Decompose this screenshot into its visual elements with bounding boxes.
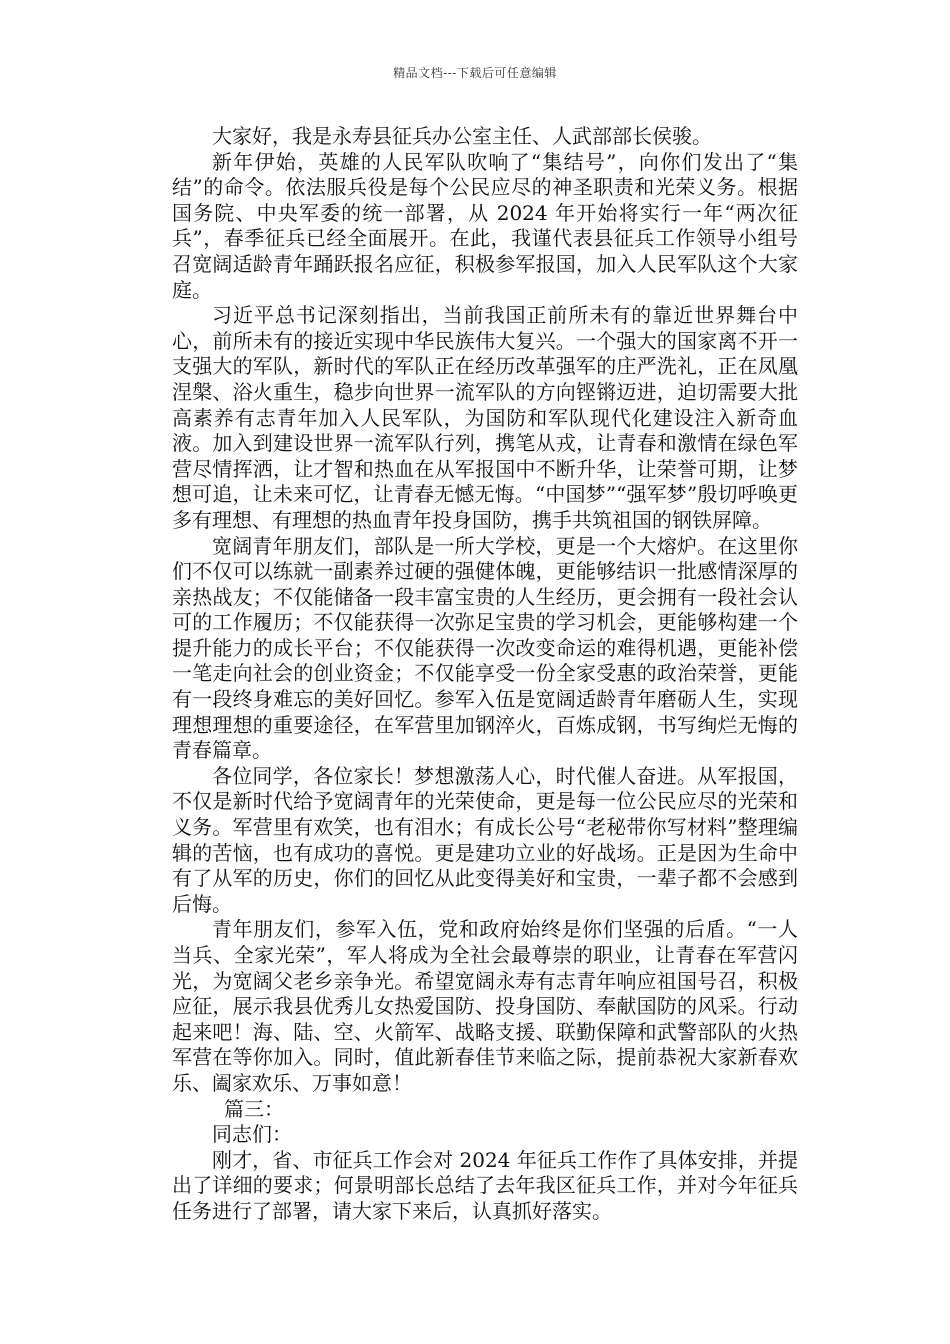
paragraph-youth-friends: 青年朋友们，参军入伍，党和政府始终是你们坚强的后盾。“一人当兵、全家光荣”，军人将成为全社会最尊崇的职业，让青春在军营闪光，为宽阔父老乡亲争光。希望宽阔永寿有志青年响应祖国号召，积极应征，展示我县优秀儿女热爱国防、投身国防、奉献国防的风采。行动起来吧！海、陆、空、火箭军、战略支援、联勤保障和武警部队的火热军营在等你加入。同时，值此新春佳节来临之际，提前恭祝大家新春欢乐、阖家欢乐、万事如意！ xyxy=(172,917,798,1095)
paragraph-greeting: 大家好，我是永寿县征兵办公室主任、人武部部长侯骏。 xyxy=(212,124,712,148)
paragraph-army-school: 宽阔青年朋友们，部队是一所大学校，更是一个大熔炉。在这里你们不仅可以练就一副素养过硬的强健体魄，更能够结识一批感情深厚的亲热战友；不仅能储备一段丰富宝贵的人生经历，更会拥有一段社会认可的工作履历；不仅能获得一次弥足宝贵的学习机会，更能够构建一个提升能力的成长平台；不仅能获得一次改变命运的难得机遇，更能补偿一笔走向社会的创业资金；不仅能享受一份全家受惠的政治荣誉，更能有一段终身难忘的美好回忆。参军入伍是宽阔适龄青年磨砺人生，实现理想理想的重要途径，在军营里加钢淬火，百炼成钢，书写绚烂无悔的青春篇章。 xyxy=(172,533,798,763)
paragraph-students-parents: 各位同学，各位家长！梦想激荡人心，时代催人奋进。从军报国，不仅是新时代给予宽阔青年的光荣使命，更是每一位公民应尽的光荣和义务。军营里有欢笑，也有泪水；有成长公号“老秘带你写材料”整理编辑的苦恼，也有成功的喜悦。更是建功立业的好战场。正是因为生命中有了从军的历史，你们的回忆从此变得美好和宝贵，一辈子都不会感到后悔。 xyxy=(172,763,798,916)
section-heading: 篇三： xyxy=(224,1096,284,1121)
page-header: 精品文档---下载后可任意编辑 xyxy=(393,66,557,80)
paragraph-xi-quote: 习近平总书记深刻指出，当前我国正前所未有的靠近世界舞台中心，前所未有的接近实现中华民族伟大复兴。一个强大的国家离不开一支强大的军队，新时代的军队正在经历改革强军的庄严洗礼，正在凤凰涅槃、浴火重生，稳步向世界一流军队的方向铿锵迈进，迫切需要大批高素养有志青年加入人民军队，为国防和军队现代化建设注入新奇血液。加入到建设世界一流军队行列，携笔从戎，让青春和激情在绿色军营尽情挥洒，让才智和热血在从军报国中不断升华，让荣誉可期，让梦想可追，让未来可忆，让青春无憾无悔。“中国梦”“强军梦”殷切呼唤更多有理想、有理想的热血青年投身国防，携手共筑祖国的钢铁屏障。 xyxy=(172,303,798,532)
document-body xyxy=(172,124,798,1225)
paragraph-meeting-summary: 刚才，省、市征兵工作会对 2024 年征兵工作作了具体安排，并提出了详细的要求；何景明部长总结了去年我区征兵工作，并对今年征兵任务进行了部署，请大家下来后，认真抓好落实。 xyxy=(172,1147,798,1223)
paragraph-salutation: 同志们： xyxy=(212,1122,292,1147)
paragraph-new-year-call: 新年伊始，英雄的人民军队吹响了“集结号”，向你们发出了“集结”的命令。依法服兵役是每个公民应尽的神圣职责和光荣义务。根据国务院、中央军委的统一部署，从 2024 年开始将实行一年“两次征兵”，春季征兵已经全面展开。在此，我谨代表县征兵工作领导小组号召宽阔适龄青年踊跃报名应征，积极参军报国，加入人民军队这个大家庭。 xyxy=(172,149,798,302)
